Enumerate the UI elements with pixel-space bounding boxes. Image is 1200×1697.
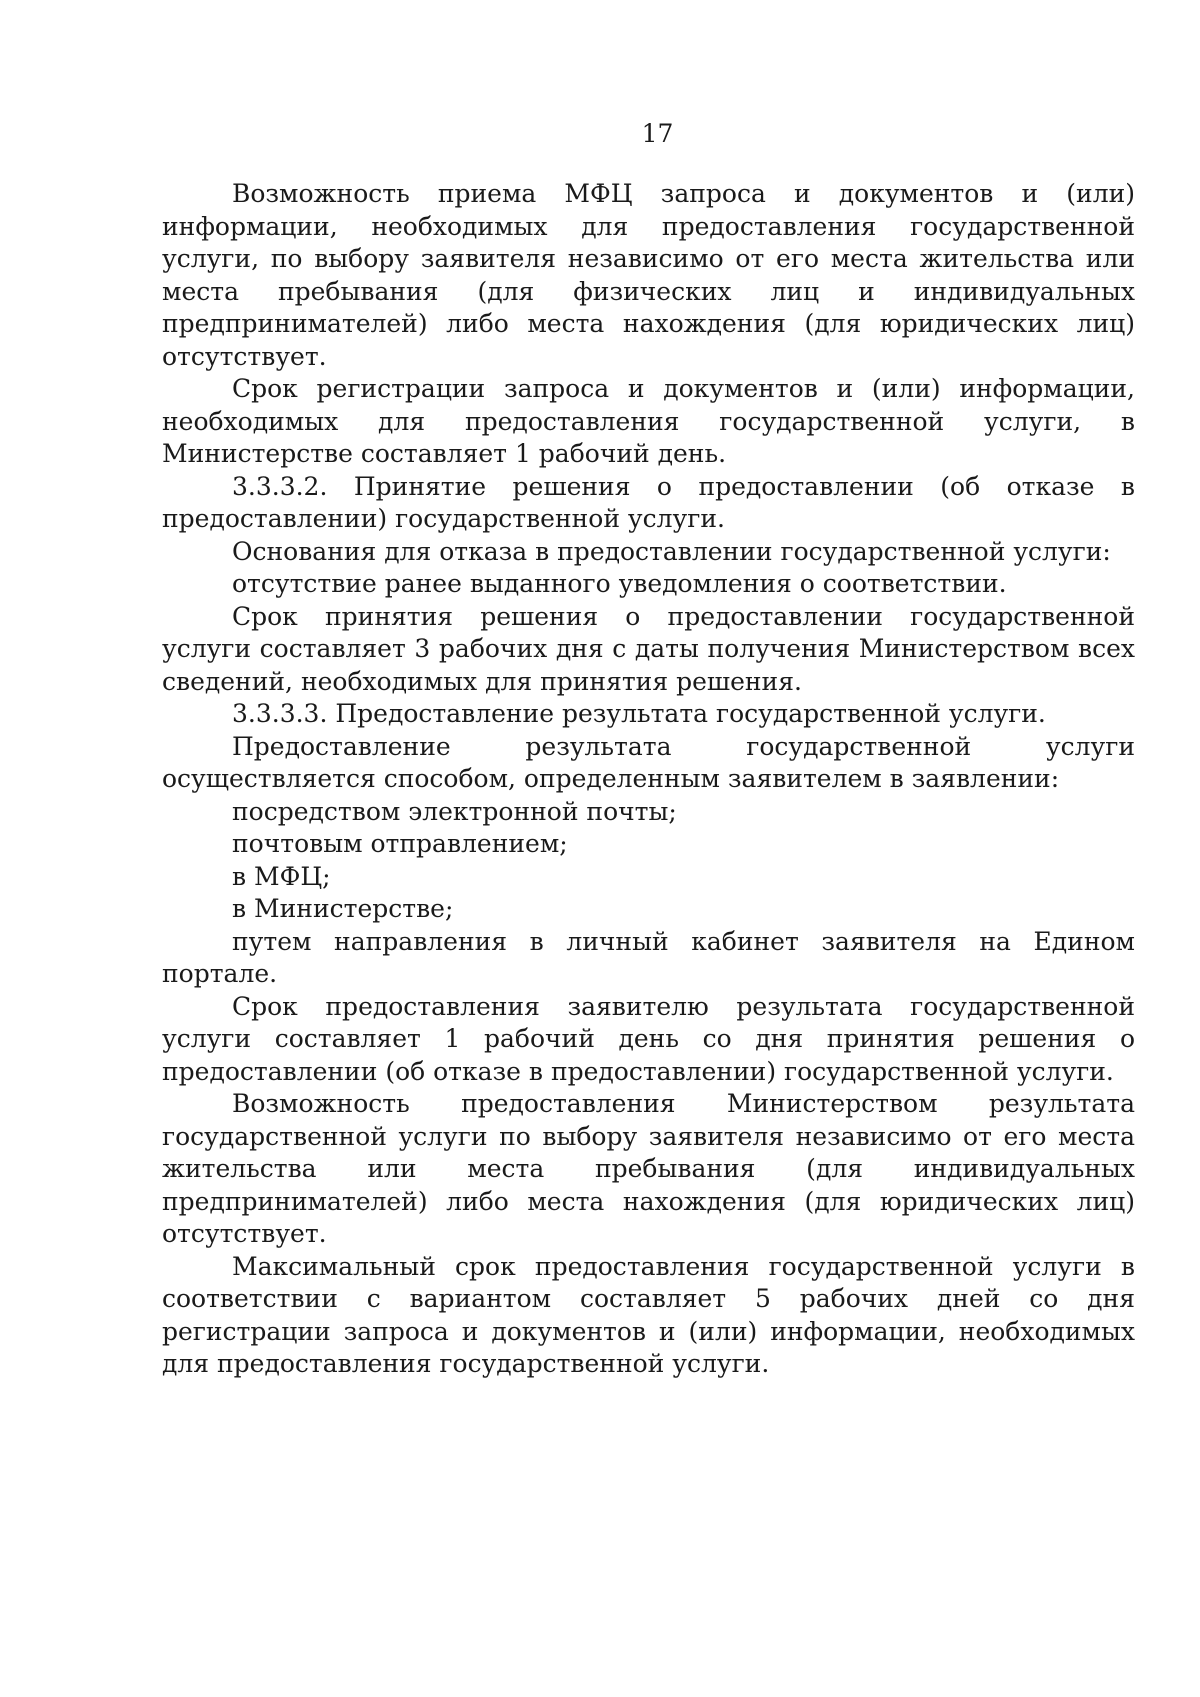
paragraph-max-term: Максимальный срок предоставления государственной услуги в соответствии с вариантом составляет 5 рабочих дней со дня регистрации запроса и документов и (или) информации, необходимых для предоставления государственной услуги.	[162, 1251, 1135, 1378]
paragraph-mfc-reception: Возможность приема МФЦ запроса и документов и (или) информации, необходимых для предоставления государственной услуги, по выбору заявителя независимо от его места жительства или места пребывания (для физических лиц и индивидуальных предпринимателей) либо места нахождения (для юридических лиц) отсутствует.	[162, 179, 1135, 371]
paragraph-registration-term: Срок регистрации запроса и документов и (или) информации, необходимых для предоставления государственной услуги, в Министерстве составляет 1 рабочий день.	[162, 374, 1135, 468]
paragraph-result-by-choice: Возможность предоставления Министерством результата государственной услуги по выбору заявителя независимо от его места жительства или места пребывания (для индивидуальных предпринимателей) либо места нахождения (для юридических лиц) отсутствует.	[162, 1089, 1135, 1248]
list-item-portal: путем направления в личный кабинет заявителя на Едином портале.	[162, 926, 1135, 988]
paragraph-decision-term: Срок принятия решения о предоставлении государственной услуги составляет 3 рабочих дня с даты получения Министерством всех сведений, необходимых для принятия решения.	[162, 601, 1135, 696]
list-item-email: посредством электронной почты;	[232, 796, 677, 826]
paragraph-section-3-3-3-3: 3.3.3.3. Предоставление результата государственной услуги.	[232, 699, 1046, 728]
list-item-post: почтовым отправлением;	[232, 829, 568, 858]
paragraph-result-term: Срок предоставления заявителю результата государственной услуги составляет 1 рабочий день со дня принятия решения о предоставлении (об отказе в предоставлении) государственной услуги.	[162, 991, 1135, 1086]
paragraph-refusal-ground-item: отсутствие ранее выданного уведомления о соответствии.	[232, 569, 1007, 598]
list-item-mfc: в МФЦ;	[232, 861, 331, 891]
paragraph-section-3-3-3-2: 3.3.3.2. Принятие решения о предоставлении (об отказе в предоставлении) государственной услуги.	[162, 471, 1135, 533]
list-item-ministry: в Министерстве;	[232, 894, 454, 923]
paragraph-result-method: Предоставление результата государственной услуги осуществляется способом, определенным заявителем в заявлении:	[162, 731, 1135, 793]
document-page	[162, 118, 1135, 1381]
page-number: 17	[641, 119, 674, 148]
paragraph-refusal-grounds: Основания для отказа в предоставлении государственной услуги:	[232, 536, 1111, 566]
